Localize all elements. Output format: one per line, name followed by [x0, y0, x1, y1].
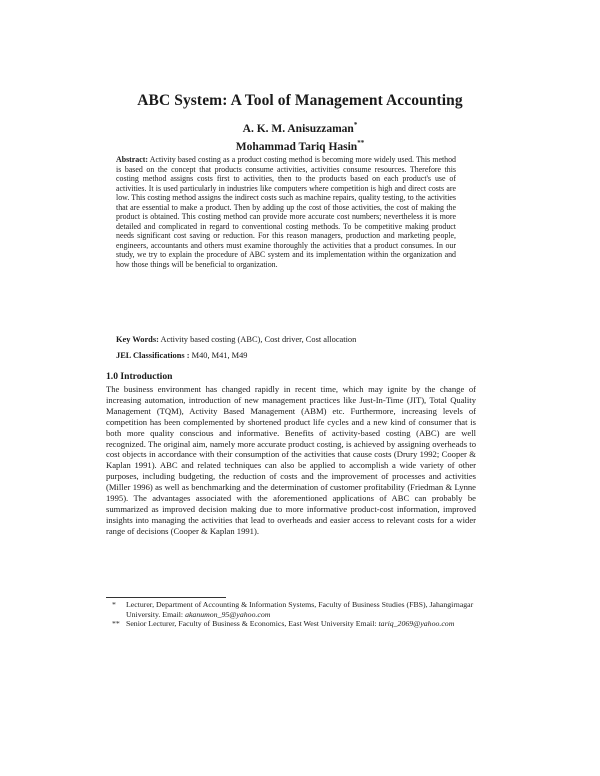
jel-classifications: [116, 350, 456, 361]
footnote-divider: [106, 597, 226, 598]
jel-text: M40, M41, M49: [191, 351, 248, 360]
jel-label: JEL Classifications :: [116, 351, 190, 360]
keywords-label: Key Words:: [116, 335, 159, 344]
keywords-text: Activity based costing (ABC), Cost driver, Cost allocation: [160, 335, 357, 344]
keywords: [116, 334, 456, 345]
author-1-name: A. K. M. Anisuzzaman: [242, 122, 354, 135]
footnote-2-text: Senior Lecturer, Faculty of Business & Economics, East West University Email:: [126, 619, 377, 629]
author-2-name: Mohammad Tariq Hasin: [235, 140, 358, 153]
footnote-1: [106, 600, 474, 619]
footnotes: [106, 600, 474, 629]
abstract-label: Abstract:: [116, 155, 148, 164]
author-1-mark: *: [353, 121, 358, 129]
footnote-1-email[interactable]: akanumon_95@yahoo.com: [185, 609, 271, 619]
author-1: [0, 118, 600, 136]
author-2-mark: **: [357, 138, 365, 147]
paper-title: ABC System: A Tool of Management Accounting: [137, 92, 463, 109]
footnote-2-mark: **: [112, 619, 120, 629]
footnote-2: [106, 619, 474, 629]
abstract-text: Activity based costing as a product costing method is becoming more widely used. This method is based on the concept that products consume activities, activities consume resources. Therefore this costing method assigns costs first to activities, then to the products based on each product's use of activities. It is used particularly in industries like computers where competition is high and direct costs are low. This costing method assigns the indirect costs such as machine repairs, quality testing, to the activities that are essential to make a product. Then by adding up the cost of those activities, the cost of making the product is obtained. This costing method can provide more accurate cost numbers; nevertheless it is more detailed and complicated in regard to conventional costing methods. To be competitive making product needs significant cost saving or reduction. For this reason managers, production and marketing people, engineers, accountants and others must examine thoroughly the activities that a product consumes. In our study, we try to explain the procedure of ABC system and its implementation within the organization and how those things will be beneficial to organization.: [116, 155, 456, 270]
author-2: [0, 136, 600, 154]
footnote-1-mark: *: [112, 600, 116, 609]
footnote-1-text: Lecturer, Department of Accounting & Information Systems, Faculty of Business Studies (FBS), Jahangirnagar University. Email:: [126, 600, 474, 619]
author-list: [0, 118, 600, 154]
section-heading-introduction: 1.0 Introduction: [106, 371, 173, 382]
introduction-paragraph: The business environment has changed rapidly in recent time, which may ignite by the change of increasing automation, introduction of new management practices like Just-In-Time (JIT), Total Quality Management (TQM), Activity Based Management (ABM) etc. Furthermore, increasing levels of competition has been complemented by shortened product life cycles and a new kind of consumer that is both more quality conscious and informative. Benefits of activity-based costing (ABC) are well recognized. The original aim, namely more accurate product costing, is achieved by assigning overheads to cost objects in accordance with their consumption of the activities that cause costs (Drury 1992; Cooper & Kaplan 1991). ABC and related techniques can also be applied to accomplish a wide variety of other purposes, including budgeting, the reduction of costs and the improvement of processes and activities (Miller 1996) as well as benchmarking and the determination of customer profitability (Friedman & Lynne 1995). The advantages associated with the aforementioned applications of ABC can probably be summarized as improved decision making due to more informative product-cost information, improved insights into managing the activities that lead to overheads and easier access to relevant costs for a wider range of decisions (Cooper & Kaplan 1991).: [106, 384, 476, 536]
abstract: [116, 155, 456, 270]
footnote-2-email[interactable]: tariq_2069@yahoo.com: [378, 619, 455, 629]
